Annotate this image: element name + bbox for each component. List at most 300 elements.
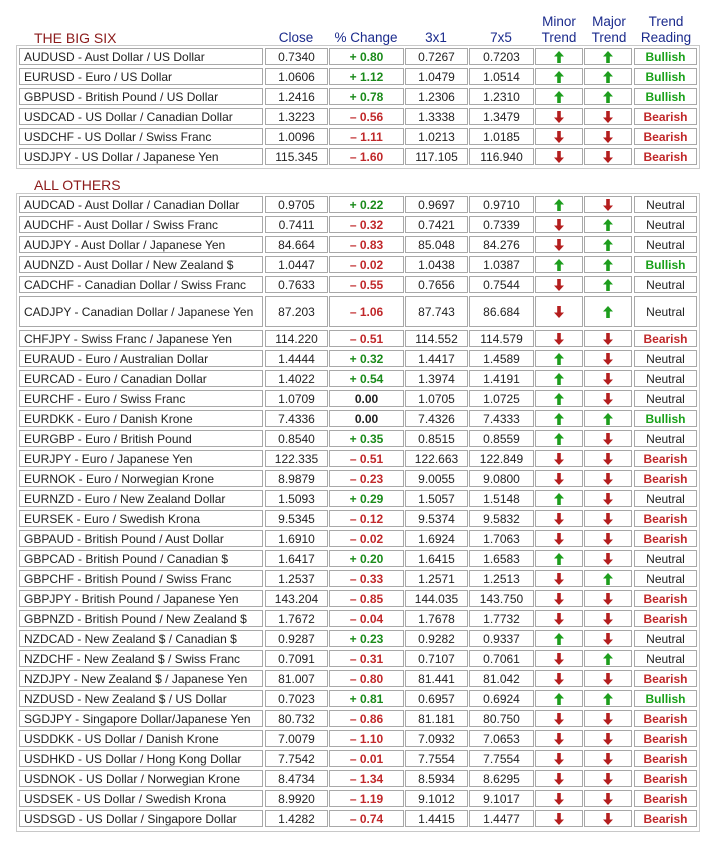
trend-reading-cell xyxy=(634,148,697,165)
pair-value: NZDCAD - New Zealand $ / Canadian $ xyxy=(24,631,237,646)
avg-7x5-value: 0.9337 xyxy=(483,631,520,646)
avg-3x1-value: 1.4415 xyxy=(418,811,455,826)
avg-3x1-cell xyxy=(405,750,468,767)
major-trend-cell xyxy=(584,750,632,767)
pair-cell xyxy=(19,196,263,213)
arrow-down-icon xyxy=(554,593,564,605)
change-value: + 0.81 xyxy=(349,691,384,706)
trend-reading-value: Bearish xyxy=(643,531,688,546)
minor-trend-cell xyxy=(535,148,583,165)
trend-reading-cell xyxy=(634,108,697,125)
major-trend-cell xyxy=(584,410,632,427)
minor-trend-cell xyxy=(535,296,583,327)
trend-reading-cell xyxy=(634,276,697,293)
minor-trend-cell xyxy=(535,88,583,105)
table-row xyxy=(17,768,699,788)
pair-value: EURSEK - Euro / Swedish Krona xyxy=(24,511,201,526)
change-value: – 0.56 xyxy=(349,109,384,124)
arrow-down-icon xyxy=(554,453,564,465)
close-cell xyxy=(265,690,328,707)
pair-cell xyxy=(19,330,263,347)
avg-3x1-value: 0.7656 xyxy=(418,277,455,292)
avg-7x5-value: 116.940 xyxy=(480,149,523,164)
table-row xyxy=(17,628,699,648)
change-cell xyxy=(329,710,404,727)
arrow-down-icon xyxy=(603,533,613,545)
avg-7x5-value: 0.9710 xyxy=(483,197,520,212)
avg-3x1-cell xyxy=(405,390,468,407)
avg-3x1-cell xyxy=(405,610,468,627)
minor-trend-cell xyxy=(535,48,583,65)
arrow-down-icon xyxy=(554,733,564,745)
close-cell xyxy=(265,610,328,627)
close-value: 1.4022 xyxy=(278,371,315,386)
trend-reading-cell xyxy=(634,350,697,367)
avg-7x5-value: 1.2513 xyxy=(483,571,520,586)
avg-3x1-cell xyxy=(405,296,468,327)
trend-reading-value: Bearish xyxy=(643,731,688,746)
close-value: 122.335 xyxy=(274,451,319,466)
change-cell xyxy=(329,690,404,707)
change-value: + 0.78 xyxy=(349,89,384,104)
minor-trend-cell xyxy=(535,370,583,387)
close-cell xyxy=(265,450,328,467)
arrow-down-icon xyxy=(603,673,613,685)
arrow-up-icon xyxy=(603,239,613,251)
change-cell xyxy=(329,350,404,367)
avg-3x1-cell xyxy=(405,790,468,807)
avg-7x5-cell xyxy=(469,590,534,607)
arrow-up-icon xyxy=(554,633,564,645)
close-value: 1.6910 xyxy=(278,531,315,546)
header-major-line1: Major xyxy=(592,14,626,29)
avg-7x5-value: 143.750 xyxy=(479,591,524,606)
avg-3x1-value: 81.181 xyxy=(418,711,455,726)
close-value: 143.204 xyxy=(274,591,319,606)
pair-cell xyxy=(19,410,263,427)
change-cell xyxy=(329,630,404,647)
close-value: 84.664 xyxy=(278,237,315,252)
close-cell xyxy=(265,730,328,747)
change-value: – 0.80 xyxy=(349,671,384,686)
pair-cell xyxy=(19,610,263,627)
pair-value: EURNZD - Euro / New Zealand Dollar xyxy=(24,491,226,506)
table-row xyxy=(17,408,699,428)
avg-7x5-value: 7.7554 xyxy=(483,751,520,766)
arrow-down-icon xyxy=(554,306,564,318)
pair-cell xyxy=(19,390,263,407)
pair-value: GBPCHF - British Pound / Swiss Franc xyxy=(24,571,232,586)
table-row xyxy=(17,728,699,748)
close-value: 8.9920 xyxy=(278,791,315,806)
minor-trend-cell xyxy=(535,690,583,707)
close-value: 7.0079 xyxy=(278,731,315,746)
avg-3x1-value: 1.7678 xyxy=(418,611,455,626)
table-row xyxy=(17,448,699,468)
change-value: – 1.19 xyxy=(349,791,384,806)
change-cell xyxy=(329,276,404,293)
change-cell xyxy=(329,88,404,105)
major-trend-cell xyxy=(584,690,632,707)
change-value: + 0.35 xyxy=(349,431,384,446)
trend-reading-cell xyxy=(634,196,697,213)
avg-7x5-cell xyxy=(469,330,534,347)
close-value: 0.7633 xyxy=(278,277,315,292)
change-value: – 0.02 xyxy=(349,531,384,546)
arrow-down-icon xyxy=(603,513,613,525)
arrow-up-icon xyxy=(603,693,613,705)
arrow-up-icon xyxy=(603,91,613,103)
trend-reading-value: Neutral xyxy=(646,351,685,366)
pair-value: GBPCAD - British Pound / Canadian $ xyxy=(24,551,229,566)
avg-3x1-value: 1.5057 xyxy=(418,491,455,506)
arrow-up-icon xyxy=(603,51,613,63)
change-cell xyxy=(329,236,404,253)
avg-3x1-cell xyxy=(405,370,468,387)
change-cell xyxy=(329,390,404,407)
all-others-table xyxy=(16,193,700,832)
avg-3x1-value: 85.048 xyxy=(418,237,455,252)
avg-7x5-value: 0.7061 xyxy=(483,651,520,666)
table-row xyxy=(17,468,699,488)
close-cell xyxy=(265,370,328,387)
arrow-down-icon xyxy=(554,533,564,545)
pair-cell xyxy=(19,490,263,507)
change-cell xyxy=(329,670,404,687)
major-trend-cell xyxy=(584,296,632,327)
close-cell xyxy=(265,490,328,507)
arrow-up-icon xyxy=(603,219,613,231)
pair-value: AUDUSD - Aust Dollar / US Dollar xyxy=(24,49,205,64)
minor-trend-cell xyxy=(535,570,583,587)
pair-cell xyxy=(19,216,263,233)
close-cell xyxy=(265,630,328,647)
major-trend-cell xyxy=(584,590,632,607)
change-value: – 0.04 xyxy=(349,611,384,626)
avg-7x5-cell xyxy=(469,296,534,327)
close-cell xyxy=(265,390,328,407)
close-value: 1.0606 xyxy=(278,69,315,84)
trend-reading-cell xyxy=(634,790,697,807)
close-value: 1.2537 xyxy=(278,571,315,586)
avg-7x5-cell xyxy=(469,236,534,253)
avg-7x5-cell xyxy=(469,570,534,587)
table-row xyxy=(17,254,699,274)
arrow-up-icon xyxy=(603,71,613,83)
minor-trend-cell xyxy=(535,510,583,527)
header-major-line2: Trend xyxy=(591,30,627,45)
close-value: 8.4734 xyxy=(278,771,315,786)
major-trend-cell xyxy=(584,730,632,747)
avg-3x1-value: 144.035 xyxy=(414,591,459,606)
avg-3x1-value: 1.0438 xyxy=(418,257,455,272)
trend-reading-cell xyxy=(634,450,697,467)
pair-value: EURDKK - Euro / Danish Krone xyxy=(24,411,193,426)
table-row xyxy=(17,688,699,708)
header-change xyxy=(328,12,404,46)
avg-3x1-cell xyxy=(405,450,468,467)
pair-value: GBPNZD - British Pound / New Zealand $ xyxy=(24,611,247,626)
change-value: – 1.34 xyxy=(349,771,384,786)
major-trend-cell xyxy=(584,630,632,647)
arrow-down-icon xyxy=(603,613,613,625)
pair-cell xyxy=(19,88,263,105)
avg-3x1-value: 9.1012 xyxy=(418,791,455,806)
close-value: 0.7411 xyxy=(278,217,315,232)
trend-reading-cell xyxy=(634,630,697,647)
avg-3x1-cell xyxy=(405,430,468,447)
avg-7x5-cell xyxy=(469,410,534,427)
pair-value: NZDCHF - New Zealand $ / Swiss Franc xyxy=(24,651,241,666)
avg-7x5-value: 1.0185 xyxy=(483,129,520,144)
pair-cell xyxy=(19,530,263,547)
arrow-down-icon xyxy=(554,513,564,525)
pair-value: EURUSD - Euro / US Dollar xyxy=(24,69,173,84)
arrow-down-icon xyxy=(603,199,613,211)
trend-reading-cell xyxy=(634,48,697,65)
minor-trend-cell xyxy=(535,470,583,487)
avg-3x1-cell xyxy=(405,256,468,273)
arrow-up-icon xyxy=(554,373,564,385)
trend-reading-value: Bearish xyxy=(643,791,688,806)
avg-7x5-cell xyxy=(469,770,534,787)
major-trend-cell xyxy=(584,236,632,253)
close-value: 7.7542 xyxy=(278,751,315,766)
arrow-down-icon xyxy=(603,353,613,365)
trend-reading-value: Bearish xyxy=(643,751,688,766)
avg-7x5-cell xyxy=(469,88,534,105)
avg-7x5-value: 0.7339 xyxy=(483,217,520,232)
pair-cell xyxy=(19,236,263,253)
avg-7x5-value: 0.7544 xyxy=(483,277,520,292)
pair-value: GBPUSD - British Pound / US Dollar xyxy=(24,89,219,104)
close-value: 1.4444 xyxy=(278,351,315,366)
trend-reading-cell xyxy=(634,410,697,427)
major-trend-cell xyxy=(584,450,632,467)
avg-7x5-value: 7.4333 xyxy=(483,411,520,426)
close-value: 1.5093 xyxy=(278,491,315,506)
arrow-down-icon xyxy=(554,613,564,625)
arrow-down-icon xyxy=(603,593,613,605)
arrow-up-icon xyxy=(603,573,613,585)
minor-trend-cell xyxy=(535,650,583,667)
avg-7x5-value: 1.4589 xyxy=(483,351,520,366)
arrow-down-icon xyxy=(603,773,613,785)
trend-reading-value: Bullish xyxy=(645,411,686,426)
arrow-down-icon xyxy=(554,111,564,123)
arrow-down-icon xyxy=(554,333,564,345)
close-value: 1.0096 xyxy=(278,129,315,144)
major-trend-cell xyxy=(584,790,632,807)
arrow-up-icon xyxy=(554,493,564,505)
table-row xyxy=(17,648,699,668)
trend-reading-value: Neutral xyxy=(646,651,685,666)
minor-trend-cell xyxy=(535,256,583,273)
avg-3x1-value: 1.0479 xyxy=(418,69,455,84)
change-value: – 1.06 xyxy=(349,304,384,319)
pair-value: USDHKD - US Dollar / Hong Kong Dollar xyxy=(24,751,242,766)
header-minor-line2: Trend xyxy=(541,30,577,45)
pair-cell xyxy=(19,810,263,827)
avg-7x5-cell xyxy=(469,510,534,527)
pair-value: USDNOK - US Dollar / Norwegian Krone xyxy=(24,771,241,786)
avg-3x1-value: 1.3974 xyxy=(418,371,455,386)
avg-3x1-cell xyxy=(405,650,468,667)
avg-7x5-cell xyxy=(469,710,534,727)
arrow-up-icon xyxy=(554,199,564,211)
trend-reading-value: Bearish xyxy=(643,149,688,164)
major-trend-cell xyxy=(584,390,632,407)
avg-3x1-cell xyxy=(405,108,468,125)
table-row xyxy=(17,788,699,808)
avg-7x5-cell xyxy=(469,690,534,707)
avg-7x5-cell xyxy=(469,196,534,213)
avg-7x5-value: 9.5832 xyxy=(483,511,520,526)
avg-3x1-cell xyxy=(405,148,468,165)
minor-trend-cell xyxy=(535,330,583,347)
avg-7x5-value: 122.849 xyxy=(479,451,524,466)
header-minor-trend xyxy=(535,12,583,46)
close-cell xyxy=(265,148,328,165)
change-value: – 1.10 xyxy=(349,731,384,746)
change-cell xyxy=(329,590,404,607)
change-value: + 0.32 xyxy=(349,351,384,366)
trend-reading-cell xyxy=(634,256,697,273)
avg-7x5-cell xyxy=(469,68,534,85)
change-cell xyxy=(329,196,404,213)
close-value: 87.203 xyxy=(278,304,315,319)
arrow-up-icon xyxy=(603,653,613,665)
minor-trend-cell xyxy=(535,530,583,547)
header-major-trend xyxy=(584,12,634,46)
trend-reading-value: Bearish xyxy=(643,671,688,686)
arrow-down-icon xyxy=(603,793,613,805)
trend-reading-cell xyxy=(634,330,697,347)
trend-reading-value: Neutral xyxy=(646,217,685,232)
trend-reading-cell xyxy=(634,650,697,667)
major-trend-cell xyxy=(584,88,632,105)
arrow-down-icon xyxy=(603,433,613,445)
arrow-up-icon xyxy=(603,413,613,425)
close-cell xyxy=(265,216,328,233)
table-row xyxy=(17,748,699,768)
change-value: – 0.83 xyxy=(349,237,384,252)
change-cell xyxy=(329,216,404,233)
header-reading-line2: Reading xyxy=(640,30,692,45)
arrow-up-icon xyxy=(554,71,564,83)
avg-3x1-value: 9.5374 xyxy=(418,511,455,526)
trend-reading-cell xyxy=(634,216,697,233)
table-row xyxy=(17,668,699,688)
change-cell xyxy=(329,256,404,273)
close-cell xyxy=(265,770,328,787)
table-row xyxy=(17,234,699,254)
change-cell xyxy=(329,650,404,667)
major-trend-cell xyxy=(584,350,632,367)
avg-3x1-value: 87.743 xyxy=(418,304,455,319)
trend-reading-cell xyxy=(634,770,697,787)
minor-trend-cell xyxy=(535,630,583,647)
arrow-down-icon xyxy=(603,111,613,123)
close-value: 1.0447 xyxy=(278,257,315,272)
major-trend-cell xyxy=(584,108,632,125)
close-value: 1.0709 xyxy=(278,391,315,406)
change-value: – 0.51 xyxy=(349,331,384,346)
trend-reading-value: Bullish xyxy=(645,257,686,272)
avg-7x5-value: 1.0387 xyxy=(483,257,520,272)
major-trend-cell xyxy=(584,490,632,507)
pair-cell xyxy=(19,470,263,487)
major-trend-cell xyxy=(584,650,632,667)
minor-trend-cell xyxy=(535,196,583,213)
header-close-label: Close xyxy=(278,30,314,45)
avg-3x1-value: 114.552 xyxy=(415,331,458,346)
minor-trend-cell xyxy=(535,68,583,85)
arrow-down-icon xyxy=(603,753,613,765)
avg-3x1-cell xyxy=(405,196,468,213)
close-cell xyxy=(265,470,328,487)
avg-3x1-cell xyxy=(405,276,468,293)
avg-3x1-cell xyxy=(405,470,468,487)
close-value: 0.9287 xyxy=(278,631,315,646)
pair-cell xyxy=(19,510,263,527)
avg-7x5-value: 84.276 xyxy=(483,237,520,252)
minor-trend-cell xyxy=(535,610,583,627)
arrow-down-icon xyxy=(603,633,613,645)
change-value: – 0.12 xyxy=(349,511,384,526)
pair-cell xyxy=(19,790,263,807)
change-cell xyxy=(329,148,404,165)
change-value: – 0.86 xyxy=(349,711,384,726)
trend-reading-cell xyxy=(634,590,697,607)
avg-3x1-cell xyxy=(405,530,468,547)
table-row xyxy=(17,388,699,408)
close-cell xyxy=(265,670,328,687)
minor-trend-cell xyxy=(535,128,583,145)
avg-7x5-value: 9.1017 xyxy=(483,791,520,806)
close-value: 114.220 xyxy=(275,331,318,346)
avg-7x5-cell xyxy=(469,630,534,647)
trend-reading-cell xyxy=(634,68,697,85)
arrow-down-icon xyxy=(554,473,564,485)
major-trend-cell xyxy=(584,510,632,527)
avg-3x1-cell xyxy=(405,216,468,233)
avg-7x5-value: 114.579 xyxy=(480,331,523,346)
change-value: – 0.51 xyxy=(349,451,384,466)
table-row xyxy=(17,86,699,106)
pair-cell xyxy=(19,630,263,647)
arrow-up-icon xyxy=(554,433,564,445)
pair-value: AUDCHF - Aust Dollar / Swiss Franc xyxy=(24,217,219,232)
close-cell xyxy=(265,750,328,767)
avg-7x5-value: 1.5148 xyxy=(483,491,520,506)
table-row xyxy=(17,66,699,86)
change-cell xyxy=(329,108,404,125)
minor-trend-cell xyxy=(535,450,583,467)
pair-value: GBPJPY - British Pound / Japanese Yen xyxy=(24,591,239,606)
pair-cell xyxy=(19,430,263,447)
trend-reading-cell xyxy=(634,670,697,687)
header-3x1-label: 3x1 xyxy=(425,30,447,45)
avg-7x5-cell xyxy=(469,810,534,827)
pair-value: USDJPY - US Dollar / Japanese Yen xyxy=(24,149,219,164)
close-cell xyxy=(265,570,328,587)
pair-value: AUDCAD - Aust Dollar / Canadian Dollar xyxy=(24,197,240,212)
change-cell xyxy=(329,550,404,567)
change-cell xyxy=(329,450,404,467)
trend-reading-value: Neutral xyxy=(646,631,685,646)
header-7x5-label: 7x5 xyxy=(490,30,512,45)
